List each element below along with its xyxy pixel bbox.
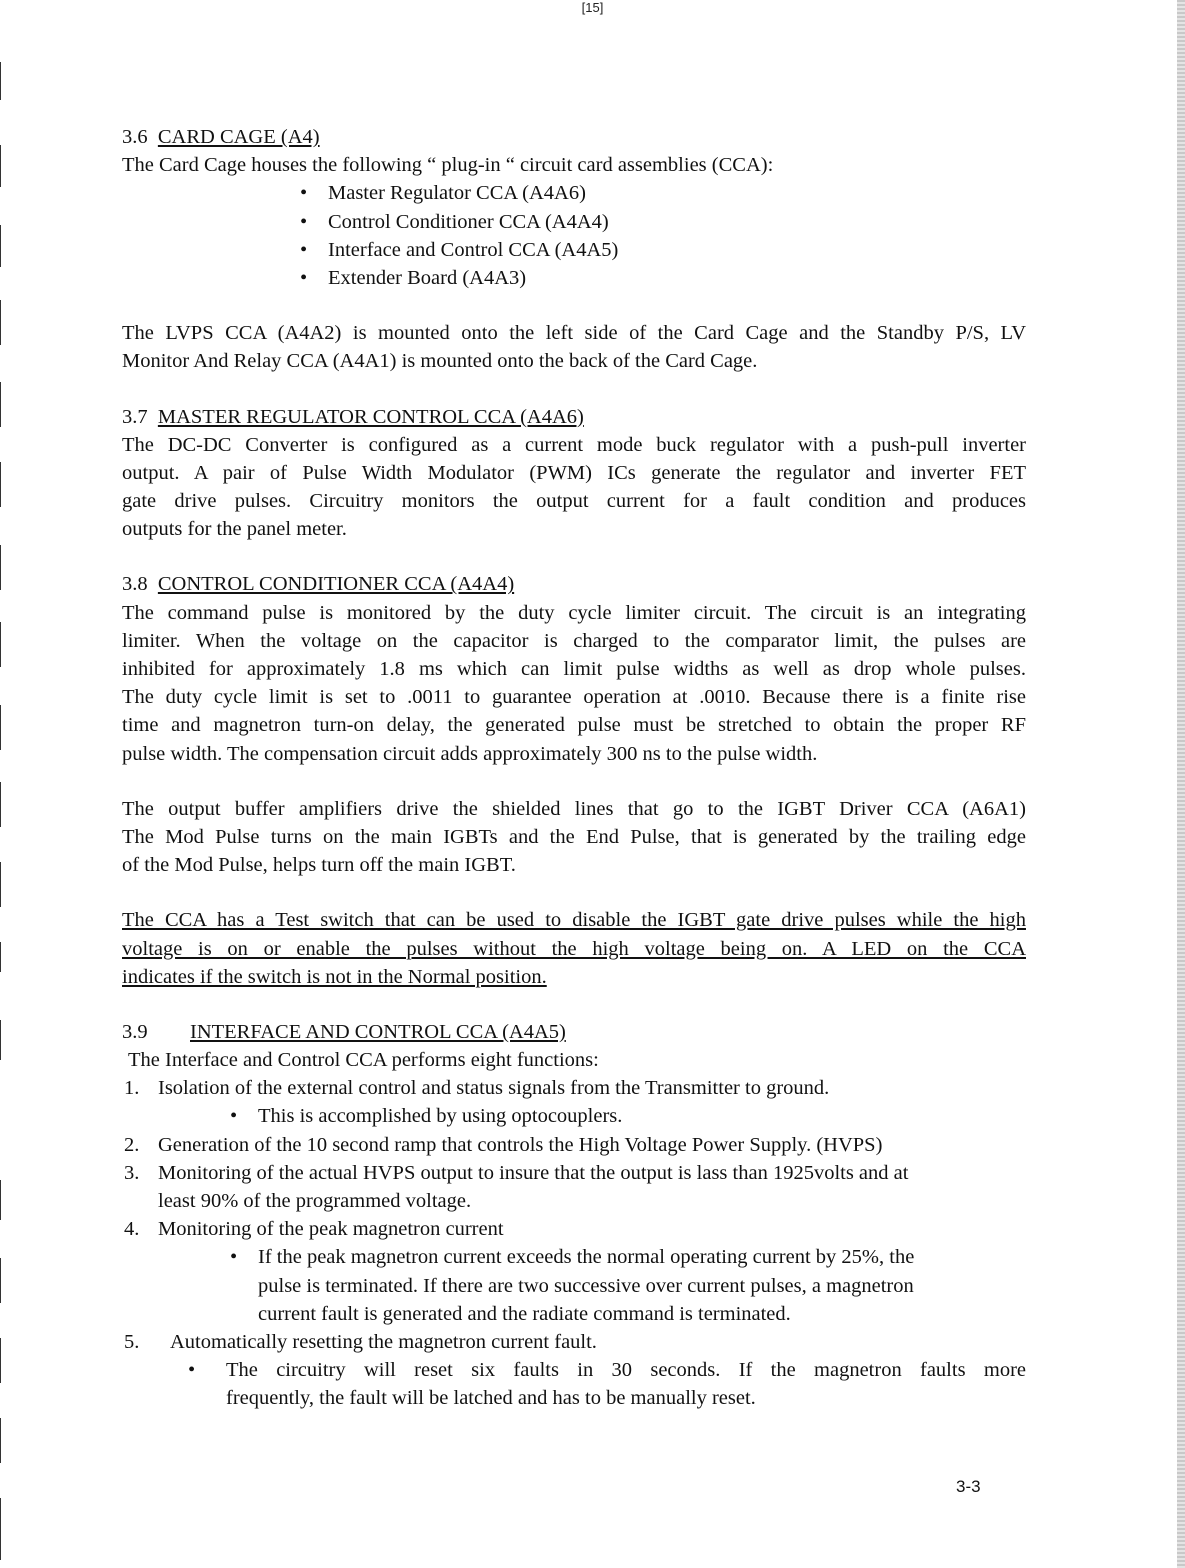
bullet-item: • Extender Board (A4A3): [300, 266, 527, 289]
scan-edge-mark: [0, 1338, 15, 1383]
bullet-item: • Master Regulator CCA (A4A6): [300, 182, 586, 205]
scan-edge-mark: [0, 1180, 15, 1220]
bullet-item: • This is accomplished by using optocouplers.: [230, 1105, 623, 1128]
paragraph-line: The duty cycle limit is set to .0011 to guarantee operation at .0010. Because there is a finite rise: [122, 686, 1026, 709]
scan-edge-mark: [0, 1418, 15, 1463]
page-reference: [15]: [581, 0, 604, 15]
scan-edge-mark: [0, 782, 15, 827]
paragraph-line: The command pulse is monitored by the duty cycle limiter circuit. The circuit is an integrating: [122, 601, 1026, 624]
paragraph-line: limiter. When the voltage on the capacitor is charged to the comparator limit, the pulses are: [122, 629, 1026, 652]
scan-edge-right: [1177, 0, 1185, 1568]
scan-edge-mark: [0, 545, 15, 590]
paragraph: The Card Cage houses the following “ plug-in “ circuit card assemblies (CCA):: [122, 154, 774, 177]
section-heading-3-8: 3.8 CONTROL CONDITIONER CCA (A4A4): [122, 573, 515, 596]
paragraph-line: inhibited for approximately 1.8 ms which can limit pulse widths as well as drop whole pulses.: [122, 658, 1026, 680]
scan-edge-mark: [0, 462, 15, 507]
bullet-item: • Interface and Control CCA (A4A5): [300, 238, 619, 261]
scan-edge-mark: [0, 300, 15, 345]
numbered-item-2: 2. Generation of the 10 second ramp that controls the High Voltage Power Supply. (HVPS): [124, 1133, 883, 1156]
scan-edge-mark: [0, 942, 15, 972]
paragraph: The Interface and Control CCA performs eight functions:: [128, 1049, 599, 1072]
paragraph-line: outputs for the panel meter.: [122, 518, 347, 541]
numbered-item-continuation: least 90% of the programmed voltage.: [158, 1190, 472, 1212]
section-heading-3-7: 3.7 MASTER REGULATOR CONTROL CCA (A4A6): [122, 405, 584, 428]
paragraph-line: The LVPS CCA (A4A2) is mounted onto the left side of the Card Cage and the Standby P/S, LV: [122, 322, 1026, 345]
underlined-paragraph-line: indicates if the switch is not in the Normal position.: [122, 965, 547, 988]
numbered-item-5: 5. Automatically resetting the magnetron current fault.: [124, 1330, 597, 1353]
scan-edge-mark: [0, 862, 15, 907]
scan-edge-mark: [0, 382, 15, 427]
paragraph-line: The Mod Pulse turns on the main IGBTs and the End Pulse, that is generated by the trailing edge: [122, 825, 1026, 848]
scan-edge-mark: [0, 705, 15, 750]
paragraph-line: time and magnetron turn-on delay, the generated pulse must be stretched to obtain the proper RF: [122, 714, 1026, 737]
scan-edge-mark: [0, 145, 15, 187]
scan-edge-mark: [0, 622, 15, 667]
bullet-continuation: frequently, the fault will be latched and has to be manually reset.: [226, 1387, 756, 1410]
paragraph-line: Monitor And Relay CCA (A4A1) is mounted onto the back of the Card Cage.: [122, 350, 758, 373]
scan-edge-mark: [0, 62, 15, 100]
bullet-item: • The circuitry will reset six faults in 30 seconds. If the magnetron faults more: [188, 1359, 1026, 1382]
bullet-item: • Control Conditioner CCA (A4A4): [300, 210, 609, 233]
scan-edge-mark: [0, 225, 15, 267]
paragraph-line: of the Mod Pulse, helps turn off the main IGBT.: [122, 854, 516, 877]
bullet-item: • If the peak magnetron current exceeds the normal operating current by 25%, the: [230, 1246, 915, 1269]
numbered-item-1: 1. Isolation of the external control and status signals from the Transmitter to ground.: [124, 1077, 830, 1100]
document-body: [122, 123, 1026, 1413]
paragraph-line: The output buffer amplifiers drive the shielded lines that go to the IGBT Driver CCA (A6A1): [122, 797, 1026, 820]
underlined-paragraph-line: The CCA has a Test switch that can be used to disable the IGBT gate drive pulses while the high: [122, 909, 1026, 932]
scan-edge-mark: [0, 1020, 15, 1060]
underlined-paragraph-line: voltage is on or enable the pulses without the high voltage being on. A LED on the CCA: [122, 937, 1026, 960]
page-number: 3-3: [956, 1477, 981, 1496]
paragraph-line: gate drive pulses. Circuitry monitors the output current for a fault condition and produces: [122, 490, 1026, 513]
section-heading-3-9: 3.9 INTERFACE AND CONTROL CCA (A4A5): [122, 1020, 566, 1043]
bullet-continuation: pulse is terminated. If there are two successive over current pulses, a magnetron: [258, 1274, 914, 1297]
paragraph-line: The DC-DC Converter is configured as a current mode buck regulator with a push-pull inverter: [122, 433, 1026, 456]
bullet-continuation: current fault is generated and the radiate command is terminated.: [258, 1302, 791, 1325]
numbered-item-3: 3. Monitoring of the actual HVPS output to insure that the output is lass than 1925volts and at: [124, 1161, 909, 1184]
paragraph-line: output. A pair of Pulse Width Modulator (PWM) ICs generate the regulator and inverter FET: [122, 461, 1026, 484]
numbered-item-4: 4. Monitoring of the peak magnetron current: [124, 1218, 504, 1241]
paragraph-line: pulse width. The compensation circuit adds approximately 300 ns to the pulse width.: [122, 742, 818, 765]
scan-edge-mark: [0, 1258, 15, 1303]
section-heading-3-6: 3.6 CARD CAGE (A4): [122, 126, 320, 148]
scan-edge-mark: [0, 1498, 15, 1560]
